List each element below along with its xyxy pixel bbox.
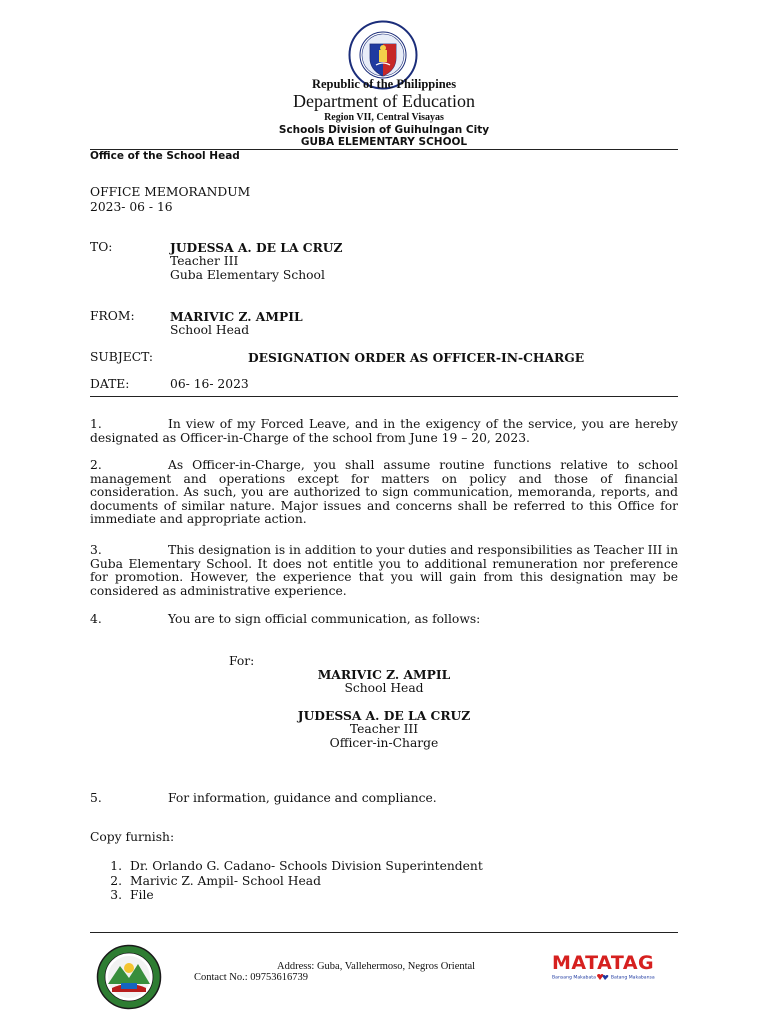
memo-number: 2023- 06 - 16 [90,200,173,214]
paragraph-5 [90,792,678,806]
from-position: School Head [170,323,250,337]
paragraph-3 [90,544,678,598]
matatag-wordmark: MATATAG [552,952,655,974]
to-position: Teacher III [170,254,239,268]
paragraph-2 [90,459,678,527]
copy-furnish-label: Copy furnish: [90,830,175,844]
paragraph-number: 5. [90,791,102,805]
school-seal [96,944,162,1010]
school-line: GUBA ELEMENTARY SCHOOL [300,136,468,148]
head-position: School Head [344,681,424,695]
matatag-logo [552,953,672,983]
footer-rule [90,932,678,933]
paragraph-first-line: You are to sign official communication, as follows: [168,612,481,626]
oic-name: JUDESSA A. DE LA CRUZ [297,708,471,723]
list-item [94,859,483,874]
paragraph-first-line: This designation is in addition to your duties and responsibilities as [168,543,591,557]
subject-text: DESIGNATION ORDER AS OFFICER-IN-CHARGE [248,350,585,365]
office-line: Office of the School Head [90,150,240,162]
copy-furnish-list [94,859,483,903]
list-item-text: Marivic Z. Ampil- School Head [130,873,321,888]
paragraph-first-line: As Officer-in-Charge, you shall assume routine functions relative to [168,458,630,472]
footer-address: Address: Guba, Vallehermoso, Negros Oriental [277,961,476,972]
oic-position: Teacher III [349,722,419,736]
paragraph-number: 3. [90,543,102,557]
department-line: Department of Education [293,91,475,111]
to-name: JUDESSA A. DE LA CRUZ [170,240,343,255]
list-item-number: 2. [110,873,122,888]
paragraph-1 [90,418,678,445]
subject-label: SUBJECT: [90,350,154,364]
paragraph-number: 2. [90,458,102,472]
division-line: Schools Division of Guihulngan City [278,124,490,136]
list-item [94,874,483,889]
paragraph-text: Teacher III in Guba Elementary School. It does not entitle you to additional remuneration nor preference for promotion. However, the experience that you will gain from this designation may be considered as administrative experience. [90,543,678,598]
from-label: FROM: [90,309,135,323]
footer-contact: Contact No.: 09753616739 [194,972,309,983]
list-item-text: File [130,888,154,902]
list-item-text: Dr. Orlando G. Cadano- Schools Division Superintendent [130,859,483,873]
from-name: MARIVIC Z. AMPIL [170,309,303,324]
paragraph-text: hereby designated as Officer-in-Charge of the school from June 19 – 20, 2023. [90,417,678,445]
to-school: Guba Elementary School [170,268,325,282]
paragraph-4 [90,613,678,627]
date-text: 06- 16- 2023 [170,377,249,391]
paragraph-number: 1. [90,417,102,431]
memo-rule [90,396,678,397]
for-label: For: [229,654,255,668]
list-item-number: 1. [110,859,122,873]
matatag-tagline-right: Batang Makabansa [610,975,655,981]
matatag-tagline-left: Bansang Makabata [552,975,596,981]
list-item-number: 3. [110,888,122,902]
paragraph-text: For information, guidance and compliance. [168,791,437,805]
paragraph-number: 4. [90,612,102,626]
paragraph-text: school management and operations except for matters on policy and those of financial consideration. As such, you are authorized to sign communication, memoranda, reports, and documents of similar nature. Major issues and concerns shall be referred to this Office for immediate and appropriate action. [90,458,678,527]
head-name: MARIVIC Z. AMPIL [317,667,451,682]
oic-role: Officer-in-Charge [329,736,439,750]
republic-line: Republic of the Philippines [311,77,457,91]
memo-type: OFFICE MEMORANDUM [90,185,251,199]
region-line: Region VII, Central Visayas [324,112,444,123]
to-label: TO: [90,240,113,254]
date-label: DATE: [90,377,130,391]
list-item [94,888,483,903]
paragraph-first-line: In view of my Forced Leave, and in the exigency of the service, you are [168,417,630,431]
heart-icon [597,974,609,980]
